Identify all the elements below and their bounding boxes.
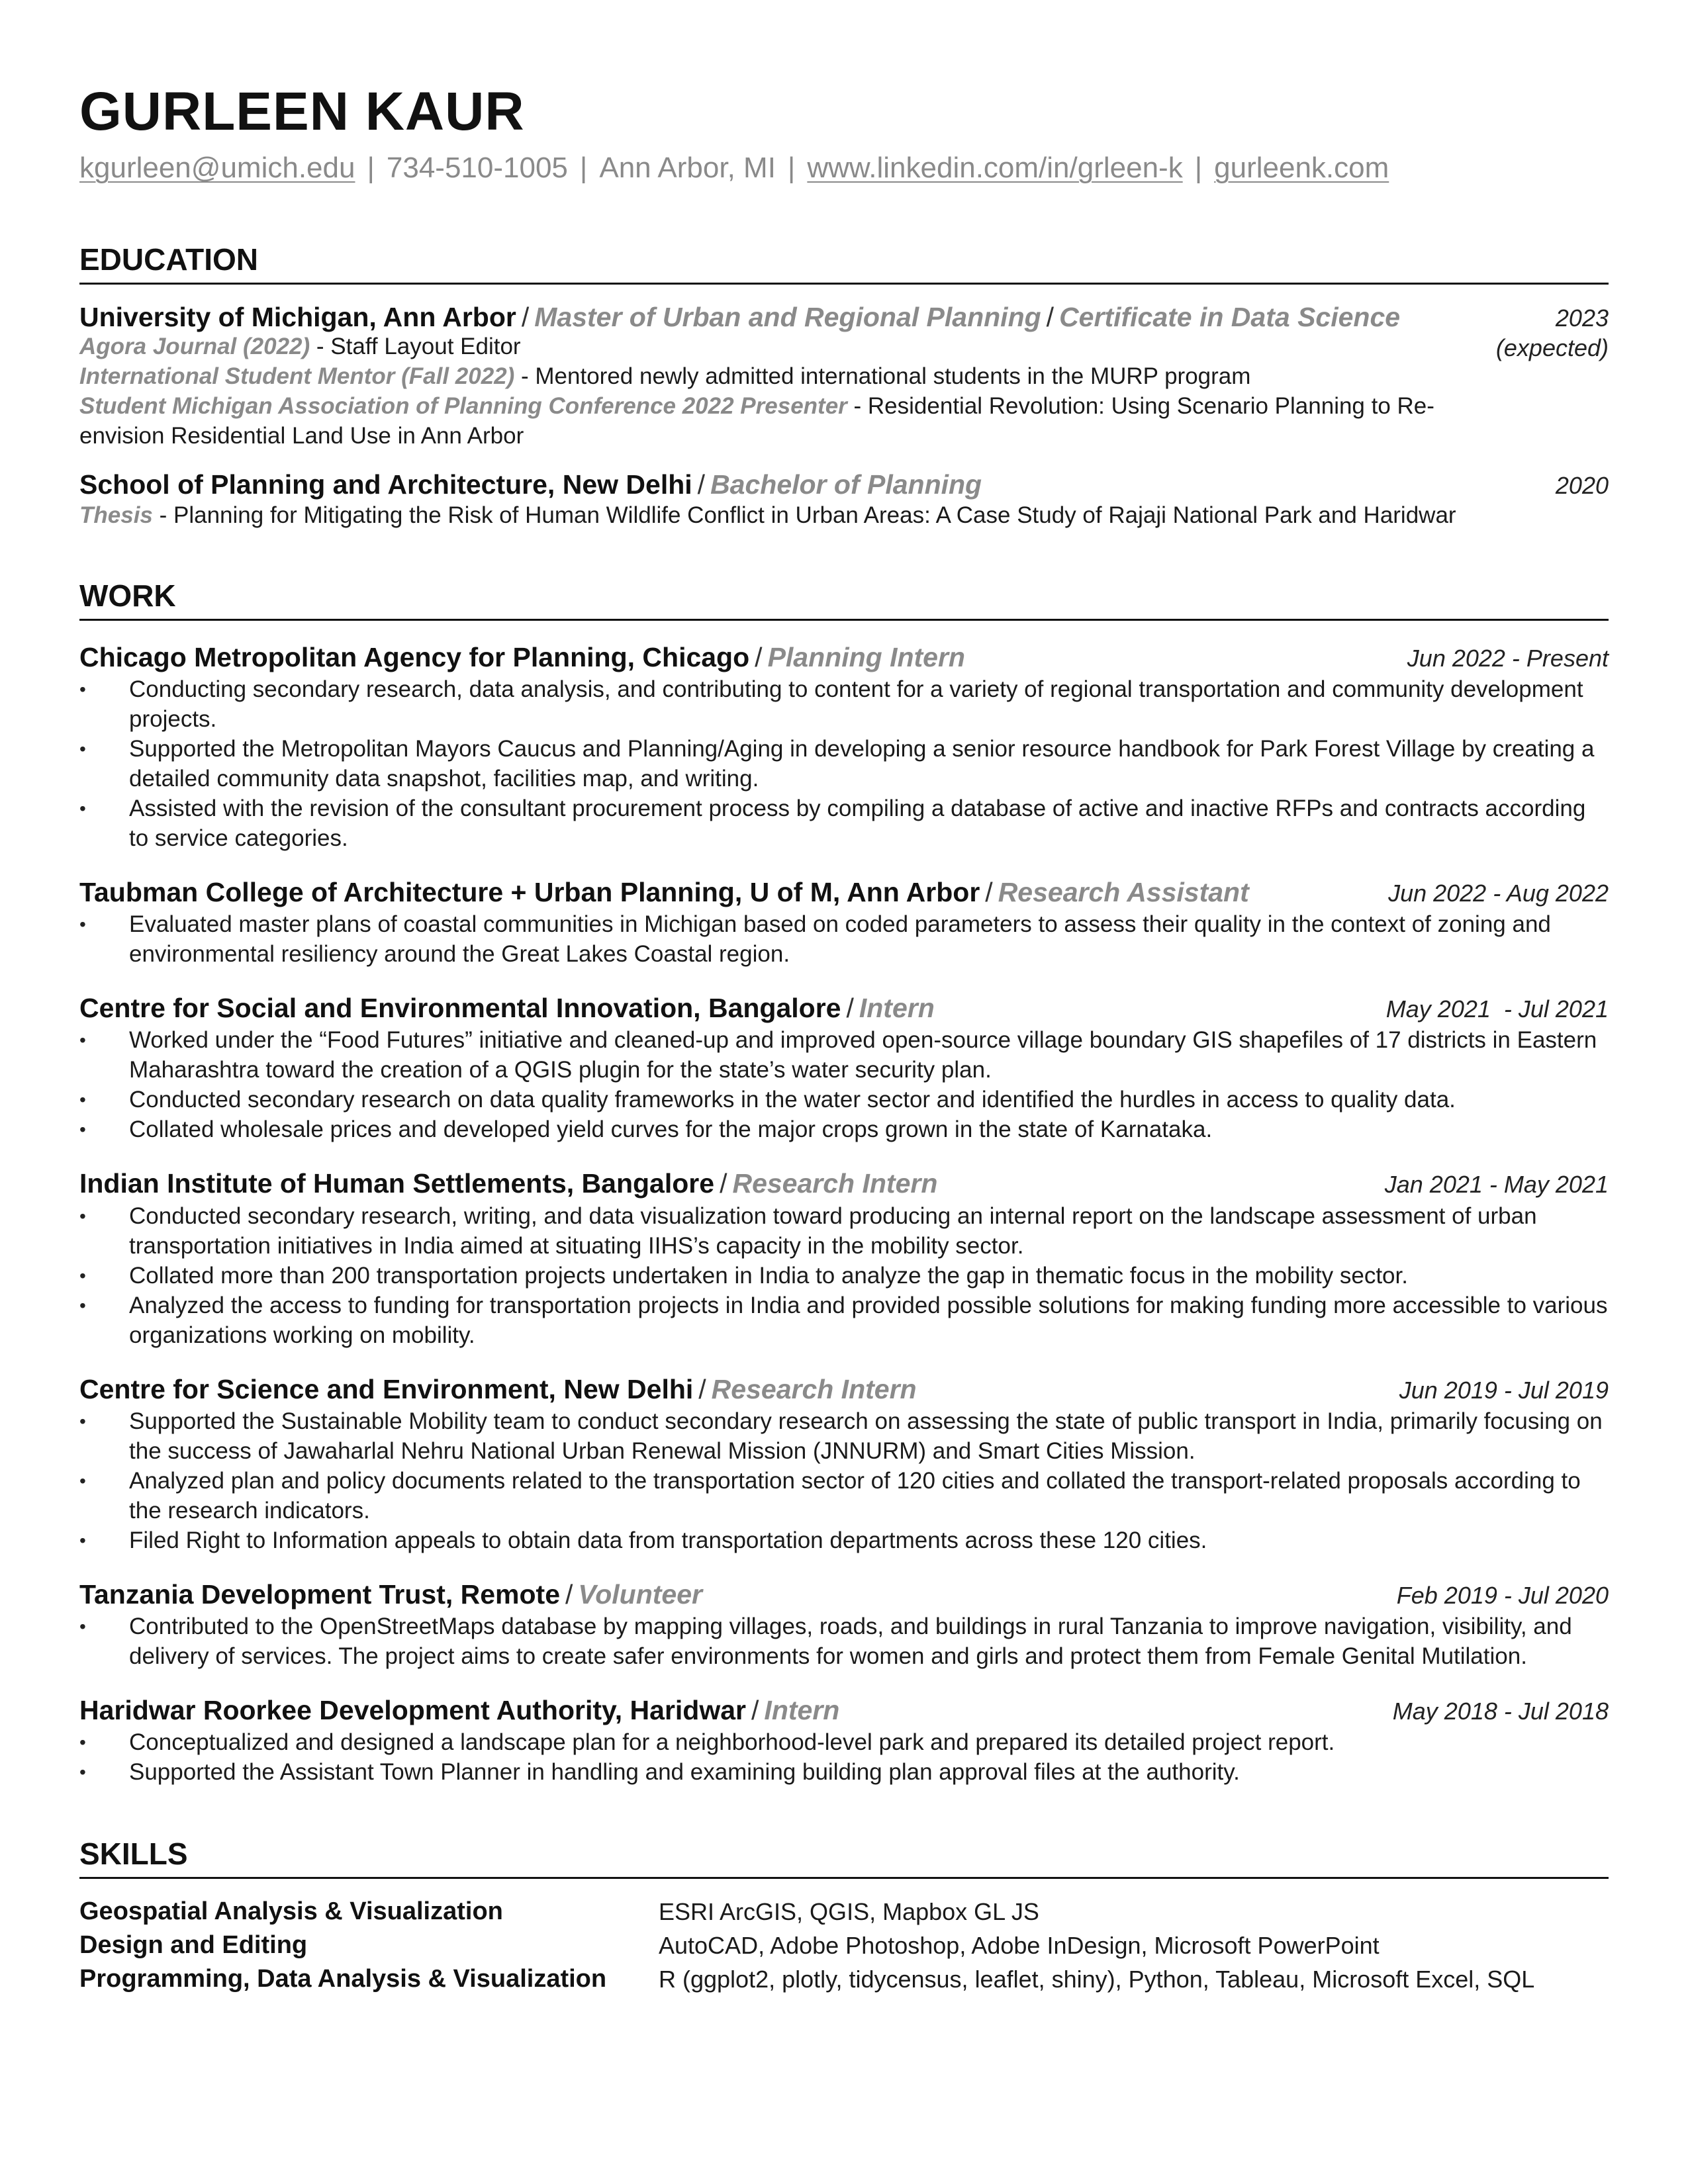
date-note: (expected) <box>1495 334 1609 361</box>
job-role: Volunteer <box>578 1578 702 1610</box>
bullet-item: • Conceptualized and designed a landscape plan for a neighborhood-level park and prepared its detailed project report. <box>79 1727 1609 1757</box>
bullet-item: • Conducted secondary research, writing, and data visualization toward producing an internal report on the landscape assessment of urban transportation initiatives in India aimed at situating IIHS’s capacity in the mobility sector. <box>79 1201 1609 1261</box>
work-entry <box>79 993 1609 1144</box>
organization: Haridwar Roorkee Development Authority, Haridwar <box>79 1694 747 1725</box>
work-entry <box>79 1168 1609 1349</box>
bullet-item: • Contributed to the OpenStreetMaps database by mapping villages, roads, and buildings in rural Tanzania to improve navigation, visibility, and delivery of services. The project aims to create safer environments for women and girls and protect them from Female Genital Mutilation. <box>79 1612 1609 1671</box>
work-date: May 2018 - Jul 2018 <box>1392 1697 1609 1725</box>
organization: Centre for Social and Environmental Innovation, Bangalore <box>79 993 841 1024</box>
bullet-item: • Collated wholesale prices and developed yield curves for the major crops grown in the state of Karnataka. <box>79 1115 1609 1144</box>
bullet-item: • Worked under the “Food Futures” initiative and cleaned-up and improved open-source village boundary GIS shapefiles of 17 districts in Eastern Maharashtra toward the creation of a QGIS plugin for the state’s water security plan. <box>79 1025 1609 1085</box>
detail-label: Student Michigan Association of Planning Conference 2022 Presenter <box>79 392 847 419</box>
work-bullets <box>79 674 1609 853</box>
candidate-name: GURLEEN KAUR <box>79 81 525 142</box>
job-role: Planning Intern <box>767 641 965 672</box>
skill-category: Programming, Data Analysis & Visualization <box>79 1964 607 1993</box>
work-date: Jan 2021 - May 2021 <box>1384 1171 1609 1199</box>
bullet-item: • Analyzed the access to funding for transportation projects in India and provided possible solutions for making funding more accessible to various organizations working on mobility. <box>79 1291 1609 1350</box>
job-role: Intern <box>859 993 935 1024</box>
skills-table <box>79 1895 1609 1996</box>
work-entry <box>79 642 1609 853</box>
work-entry <box>79 1374 1609 1555</box>
work-title: Centre for Social and Environmental Innovation, Bangalore / Intern <box>79 993 935 1024</box>
skill-category: Design and Editing <box>79 1931 308 1959</box>
organization: Centre for Science and Environment, New Delhi <box>79 1373 694 1404</box>
work-title: Centre for Science and Environment, New Delhi / Research Intern <box>79 1373 917 1404</box>
contact-separator: | <box>787 152 796 184</box>
bullet-item: • Conducting secondary research, data analysis, and contributing to content for a variety of regional transportation and community development projects. <box>79 674 1609 734</box>
skill-row <box>79 1929 1609 1962</box>
date-year: 2023 <box>1555 304 1609 332</box>
bullet-item: • Analyzed plan and policy documents related to the transportation sector of 120 cities and collated the transport-related proposals according to the research indicators. <box>79 1466 1609 1525</box>
contact-separator: | <box>367 152 375 184</box>
detail-text: - Mentored newly admitted international students in the MURP program <box>514 363 1251 389</box>
linkedin-link[interactable]: www.linkedin.com/in/grleen-k <box>807 152 1183 184</box>
job-role: Research Intern <box>711 1373 917 1404</box>
bullet-item: • Assisted with the revision of the consultant procurement process by compiling a database of active and inactive RFPs and contracts according to service categories. <box>79 794 1609 853</box>
work-bullets <box>79 1406 1609 1555</box>
location: Ann Arbor, MI <box>599 152 776 184</box>
education-entry <box>79 302 1609 451</box>
education-details <box>79 332 1609 451</box>
work-bullets <box>79 1025 1609 1144</box>
work-date: Jun 2019 - Jul 2019 <box>1399 1376 1609 1404</box>
resume-header <box>79 81 1609 186</box>
education-detail <box>79 391 1456 451</box>
skill-tools: R (ggplot2, plotly, tidycensus, leaflet, shiny), Python, Tableau, Microsoft Excel, SQL <box>659 1965 1535 1993</box>
work-date: Jun 2022 - Present <box>1407 644 1609 672</box>
work-date: May 2021 - Jul 2021 <box>1385 995 1609 1023</box>
detail-label: Agora Journal (2022) <box>79 333 310 359</box>
detail-text: - Residential Revolution: Using Scenario Planning to Re-envision Residential Land Use in Ann Arbor <box>79 392 1434 449</box>
organization: Indian Institute of Human Settlements, Bangalore <box>79 1168 715 1199</box>
job-role: Research Intern <box>732 1168 938 1199</box>
degree: Bachelor of Planning <box>710 469 982 500</box>
contact-separator: | <box>579 152 588 184</box>
work-entry <box>79 877 1609 969</box>
work-title: Tanzania Development Trust, Remote / Volunteer <box>79 1578 702 1610</box>
detail-label: International Student Mentor (Fall 2022) <box>79 363 515 389</box>
bullet-item: • Filed Right to Information appeals to obtain data from transportation departments across these 120 cities. <box>79 1525 1609 1555</box>
organization: Chicago Metropolitan Agency for Planning, Chicago <box>79 641 750 672</box>
bullet-item: • Collated more than 200 transportation projects undertaken in India to analyze the gap in thematic focus in the mobility sector. <box>79 1261 1609 1291</box>
work-bullets <box>79 909 1609 969</box>
bullet-item: • Supported the Metropolitan Mayors Caucus and Planning/Aging in developing a senior resource handbook for Park Forest Village by creating a detailed community data snapshot, facilities map, and writing. <box>79 734 1609 794</box>
phone-number: 734-510-1005 <box>386 152 568 184</box>
website-link[interactable]: gurleenk.com <box>1214 152 1389 184</box>
section-title-education: EDUCATION <box>79 244 1609 285</box>
detail-text: - Planning for Mitigating the Risk of Human Wildlife Conflict in Urban Areas: A Case Study of Rajaji National Park and Haridwar <box>152 502 1456 528</box>
work-bullets <box>79 1612 1609 1671</box>
work-bullets <box>79 1201 1609 1350</box>
bullet-item: • Conducted secondary research on data quality frameworks in the water sector and identified the hurdles in access to quality data. <box>79 1085 1609 1115</box>
skill-category: Geospatial Analysis & Visualization <box>79 1897 503 1925</box>
degree: Master of Urban and Regional Planning <box>534 301 1041 332</box>
job-role: Intern <box>764 1694 840 1725</box>
bullet-item: • Supported the Assistant Town Planner in handling and examining building plan approval files at the authority. <box>79 1757 1609 1787</box>
skill-tools: ESRI ArcGIS, QGIS, Mapbox GL JS <box>659 1897 1039 1925</box>
detail-label: Thesis <box>79 502 153 528</box>
skill-row <box>79 1962 1609 1996</box>
contact-line <box>79 151 1609 186</box>
bullet-item: • Supported the Sustainable Mobility team to conduct secondary research on assessing the state of public transport in India, primarily focusing on the success of Jawaharlal Nehru National Urban Renewal Mission (JNNURM) and Smart Cities Mission. <box>79 1406 1609 1466</box>
education-detail <box>79 500 1609 530</box>
education-title: University of Michigan, Ann Arbor / Master of Urban and Regional Planning / Certificate in Data Science <box>79 301 1401 332</box>
school-name: School of Planning and Architecture, New Delhi <box>79 469 692 500</box>
organization: Tanzania Development Trust, Remote <box>79 1578 561 1610</box>
section-title-work: WORK <box>79 580 1609 621</box>
work-entry <box>79 1579 1609 1671</box>
education-entry <box>79 469 1609 530</box>
work-title: Indian Institute of Human Settlements, Bangalore / Research Intern <box>79 1168 938 1199</box>
skill-row <box>79 1895 1609 1929</box>
work-date: Feb 2019 - Jul 2020 <box>1396 1581 1609 1609</box>
work-title: Chicago Metropolitan Agency for Planning, Chicago / Planning Intern <box>79 641 965 672</box>
section-title-skills: SKILLS <box>79 1839 1609 1879</box>
contact-separator: | <box>1194 152 1203 184</box>
education-date: 2020 <box>1555 471 1609 499</box>
education-title: School of Planning and Architecture, New Delhi / Bachelor of Planning <box>79 469 982 500</box>
education-date <box>1496 303 1609 363</box>
school-name: University of Michigan, Ann Arbor <box>79 301 516 332</box>
work-title: Taubman College of Architecture + Urban Planning, U of M, Ann Arbor / Research Assistant <box>79 877 1249 908</box>
work-entry <box>79 1695 1609 1787</box>
certificate: Certificate in Data Science <box>1059 301 1401 332</box>
education-detail <box>79 361 1609 391</box>
organization: Taubman College of Architecture + Urban Planning, U of M, Ann Arbor <box>79 877 980 908</box>
work-title: Haridwar Roorkee Development Authority, Haridwar / Intern <box>79 1694 840 1725</box>
work-bullets <box>79 1727 1609 1787</box>
education-detail <box>79 332 1609 361</box>
email-link[interactable]: kgurleen@umich.edu <box>79 152 355 184</box>
bullet-item: • Evaluated master plans of coastal communities in Michigan based on coded parameters to assess their quality in the context of zoning and environmental resiliency around the Great Lakes Coastal region. <box>79 909 1609 969</box>
detail-text: - Staff Layout Editor <box>310 333 521 359</box>
skill-tools: AutoCAD, Adobe Photoshop, Adobe InDesign, Microsoft PowerPoint <box>659 1931 1380 1959</box>
job-role: Research Assistant <box>998 877 1249 908</box>
work-date: Jun 2022 - Aug 2022 <box>1388 880 1609 907</box>
